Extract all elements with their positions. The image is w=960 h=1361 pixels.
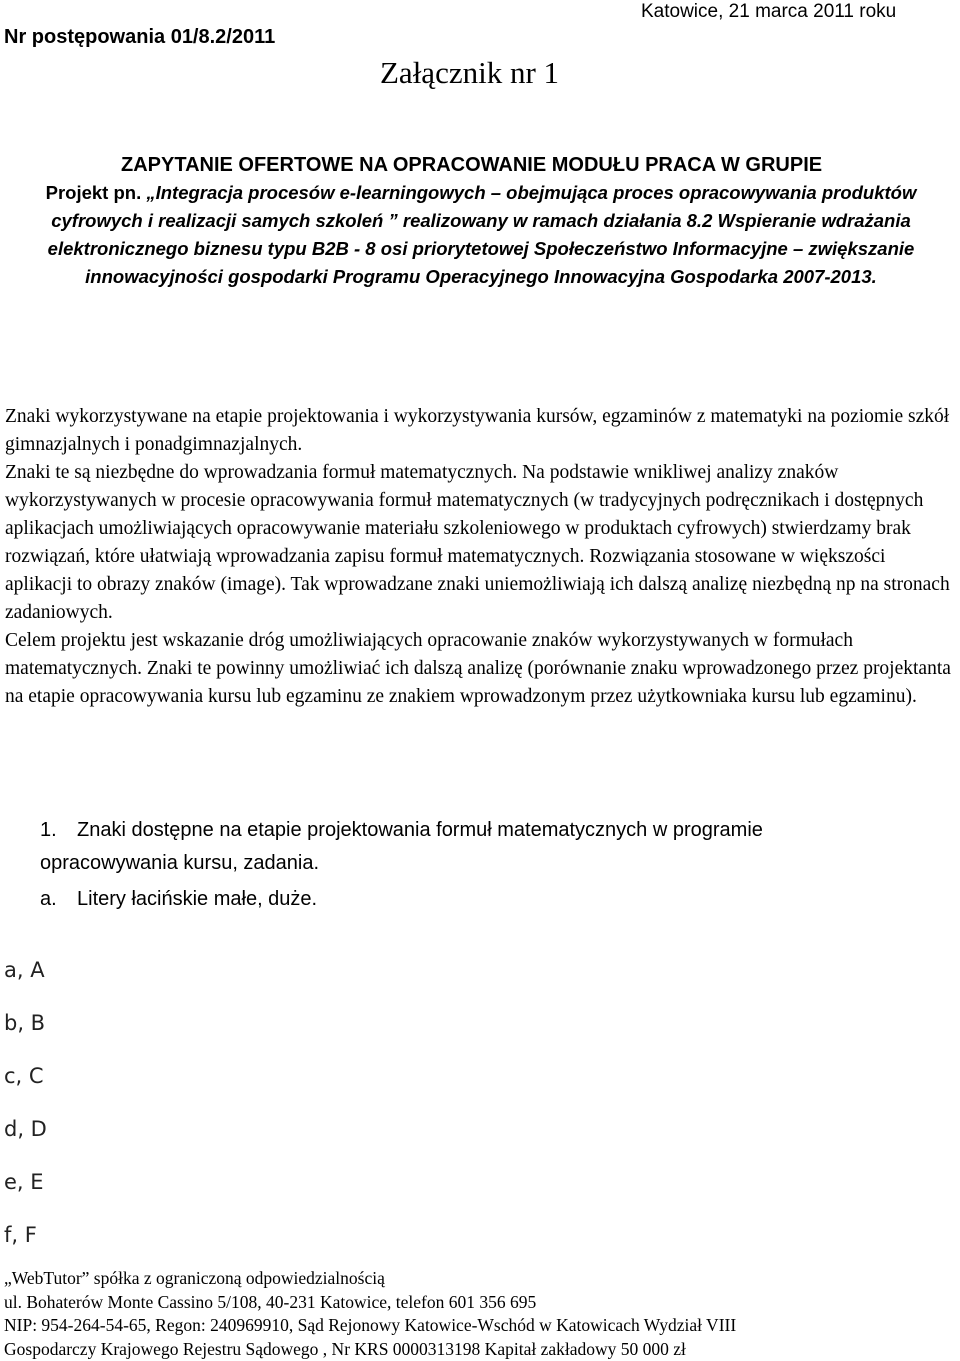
- body-paragraph-3: Celem projektu jest wskazanie dróg umożliwiających opracowanie znaków wykorzystywanych w formułach matematycznych. Znaki te powinny umożliwiać ich dalszą analizę (porównanie znaku wprowadzonego przez projektanta na etapie opracowywania kursu lub egzaminu ze znakiem wprowadzonym przez użytkowniaka kursu lub egzaminu).: [5, 630, 951, 707]
- letter-sample-f: f, F: [4, 1223, 37, 1247]
- letter-samples: [4, 956, 47, 1274]
- company-footer: [4, 1267, 736, 1361]
- list-item-1-line-1: Znaki dostępne na etapie projektowania formuł matematycznych w programie: [77, 819, 763, 841]
- footer-company: „WebTutor” spółka z ograniczoną odpowiedzialnością: [4, 1268, 385, 1288]
- project-description: [6, 179, 956, 291]
- letter-sample-e: e, E: [4, 1170, 44, 1194]
- footer-ids: NIP: 954-264-54-65, Regon: 240969910, Sąd Rejonowy Katowice-Wschód w Katowicach Wydział VIII: [4, 1315, 737, 1335]
- footer-address: ul. Bohaterów Monte Cassino 5/108, 40-231 Katowice, telefon 601 356 695: [4, 1291, 537, 1312]
- body-paragraph-1: Znaki wykorzystywane na etapie projektowania i wykorzystywania kursów, egzaminów z matematyki na poziomie szkół gimnazjalnych i ponadgimnazjalnych.: [5, 406, 950, 455]
- annex-title: Załącznik nr 1: [380, 55, 560, 90]
- list-item-a-text: Litery łacińskie małe, duże.: [77, 888, 318, 910]
- body-text: [5, 403, 957, 711]
- list-item-1-line-2: opracowywania kursu, zadania.: [40, 852, 320, 874]
- document-number: Nr postępowania 01/8.2/2011: [4, 26, 276, 48]
- list-item-a: [40, 883, 940, 916]
- list-item-a-letter: a.: [40, 888, 57, 910]
- inquiry-title: ZAPYTANIE OFERTOWE NA OPRACOWANIE MODUŁU PRACA W GRUPIE: [121, 154, 823, 176]
- list-item-1: [40, 814, 940, 847]
- project-lead: Projekt pn.: [45, 182, 142, 203]
- list-item-1-number: 1.: [40, 819, 57, 841]
- numbered-list: [40, 814, 940, 916]
- body-paragraph-2: Znaki te są niezbędne do wprowadzania formuł matematycznych. Na podstawie wnikliwej analizy znaków wykorzystywanych w procesie opracowywania formuł matematycznych (w tradycyjnych podręcznikach i dostępnych aplikacjach umożliwiających opracowywanie materiału szkoleniowego w produktach cyfrowych) stwierdzamy brak rozwiązań, które ułatwiają wprowadzania zapisu formuł matematycznych. Rozwiązania stosowane w większości aplikacji to obrazy znaków (image). Tak wprowadzane znaki uniemożliwiają ich dalszą analizę niezbędną np na stronach zadaniowych.: [5, 462, 950, 623]
- letter-sample-d: d, D: [4, 1117, 47, 1141]
- letter-sample-c: c, C: [4, 1064, 44, 1088]
- footer-registry: Gospodarczy Krajowego Rejestru Sądowego , Nr KRS 0000313198 Kapitał zakładowy 50 000 zł: [4, 1338, 686, 1359]
- place-and-date: Katowice, 21 marca 2011 roku: [641, 1, 897, 22]
- letter-sample-b: b, B: [4, 1011, 46, 1035]
- project-text: „Integracja procesów e-learningowych – obejmująca proces opracowywania produktów cyfrowych i realizacji samych szkoleń ” realizowany w ramach działania 8.2 Wspieranie wdrażania elektronicznego biznesu typu B2B - 8 osi priorytetowej Społeczeństwo Informacyjne – zwiększanie innowacyjności gospodarki Programu Operacyjnego Innowacyjna Gospodarka 2007-2013.: [47, 182, 917, 287]
- letter-sample-a: a, A: [4, 958, 45, 982]
